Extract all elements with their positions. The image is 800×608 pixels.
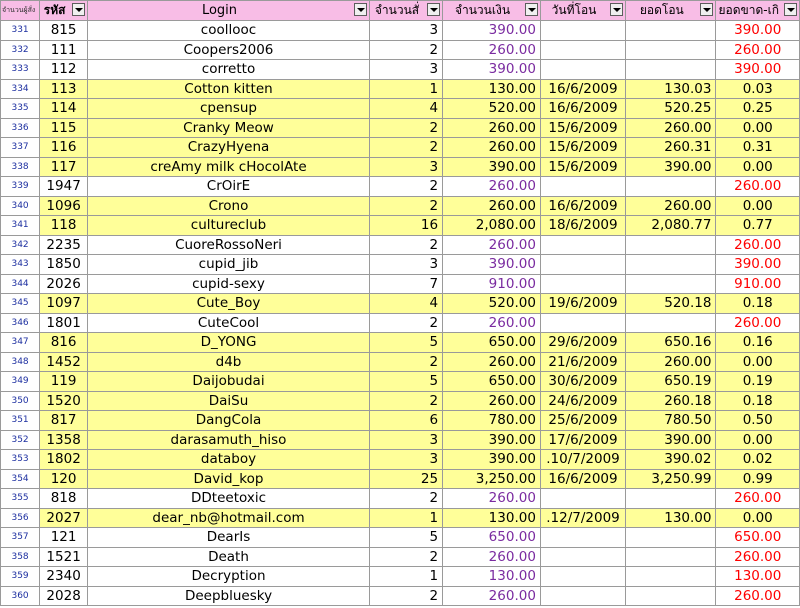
row-number-cell[interactable]: 359: [1, 567, 40, 587]
login-cell[interactable]: coollooc: [88, 21, 370, 41]
row-number-cell[interactable]: 335: [1, 99, 40, 119]
amount-cell[interactable]: 130.00: [443, 567, 541, 587]
table-row: [1, 547, 800, 567]
login-cell[interactable]: dear_nb@hotmail.com: [88, 508, 370, 528]
table-row: [1, 157, 800, 177]
amount-cell[interactable]: 520.00: [443, 294, 541, 314]
header-login[interactable]: [88, 1, 370, 21]
balance-cell[interactable]: 260.00: [716, 489, 800, 509]
balance-cell[interactable]: 260.00: [716, 586, 800, 606]
login-cell[interactable]: databoy: [88, 450, 370, 470]
header-id[interactable]: [40, 1, 88, 21]
row-number-cell[interactable]: 346: [1, 313, 40, 333]
row-number-cell[interactable]: 343: [1, 255, 40, 275]
login-cell[interactable]: cupid_jib: [88, 255, 370, 275]
paid-amount-cell[interactable]: [626, 313, 716, 333]
filter-dropdown-icon[interactable]: [784, 3, 797, 16]
amount-cell[interactable]: 260.00: [443, 196, 541, 216]
quantity-cell[interactable]: 4: [369, 99, 442, 119]
row-number-cell[interactable]: 338: [1, 157, 40, 177]
login-cell[interactable]: corretto: [88, 60, 370, 80]
id-cell[interactable]: 817: [40, 411, 88, 431]
id-cell[interactable]: 1096: [40, 196, 88, 216]
transfer-date-cell[interactable]: 15/6/2009: [540, 118, 625, 138]
quantity-cell[interactable]: 6: [369, 411, 442, 431]
row-number-cell[interactable]: 336: [1, 118, 40, 138]
id-cell[interactable]: 118: [40, 216, 88, 236]
table-row: [1, 274, 800, 294]
row-number-cell[interactable]: 332: [1, 40, 40, 60]
row-number-cell[interactable]: 337: [1, 138, 40, 158]
table-row: [1, 586, 800, 606]
header-id-label: รหัส: [43, 3, 66, 17]
transfer-date-cell[interactable]: 18/6/2009: [540, 216, 625, 236]
table-row: [1, 21, 800, 41]
table-row: [1, 391, 800, 411]
id-cell[interactable]: 1850: [40, 255, 88, 275]
balance-cell[interactable]: 130.00: [716, 567, 800, 587]
table-row: [1, 489, 800, 509]
id-cell[interactable]: 112: [40, 60, 88, 80]
transfer-date-cell[interactable]: [540, 313, 625, 333]
login-cell[interactable]: DangCola: [88, 411, 370, 431]
transfer-date-cell[interactable]: 19/6/2009: [540, 294, 625, 314]
header-order-label: จำนวนผู้สั่ง: [2, 6, 36, 14]
paid-amount-cell[interactable]: 260.00: [626, 196, 716, 216]
header-order-count: [1, 1, 40, 21]
login-cell[interactable]: CrOirE: [88, 177, 370, 197]
transfer-date-cell[interactable]: 25/6/2009: [540, 411, 625, 431]
id-cell[interactable]: 1947: [40, 177, 88, 197]
transfer-date-cell[interactable]: 24/6/2009: [540, 391, 625, 411]
table-row: [1, 411, 800, 431]
row-number-cell[interactable]: 351: [1, 411, 40, 431]
transfer-date-cell[interactable]: 16/6/2009: [540, 469, 625, 489]
amount-cell[interactable]: 650.00: [443, 528, 541, 548]
balance-cell[interactable]: 0.19: [716, 372, 800, 392]
id-cell[interactable]: 1097: [40, 294, 88, 314]
transfer-date-cell[interactable]: [540, 547, 625, 567]
transfer-date-cell[interactable]: [540, 586, 625, 606]
paid-amount-cell[interactable]: 130.03: [626, 79, 716, 99]
paid-amount-cell[interactable]: [626, 528, 716, 548]
id-cell[interactable]: 1452: [40, 352, 88, 372]
header-balance-label: ยอดขาด-เกิ: [718, 3, 779, 17]
quantity-cell[interactable]: 2: [369, 196, 442, 216]
quantity-cell[interactable]: 2: [369, 118, 442, 138]
id-cell[interactable]: 815: [40, 21, 88, 41]
login-cell[interactable]: darasamuth_hiso: [88, 430, 370, 450]
quantity-cell[interactable]: 3: [369, 255, 442, 275]
transfer-date-cell[interactable]: 30/6/2009: [540, 372, 625, 392]
header-amount-label: จำนวนเงิน: [454, 3, 511, 17]
amount-cell[interactable]: 650.00: [443, 333, 541, 353]
login-cell[interactable]: cultureclub: [88, 216, 370, 236]
balance-cell[interactable]: 0.00: [716, 157, 800, 177]
id-cell[interactable]: 1521: [40, 547, 88, 567]
balance-cell[interactable]: 0.00: [716, 196, 800, 216]
paid-amount-cell[interactable]: [626, 40, 716, 60]
login-cell[interactable]: Decryption: [88, 567, 370, 587]
amount-cell[interactable]: 910.00: [443, 274, 541, 294]
transfer-date-cell[interactable]: 21/6/2009: [540, 352, 625, 372]
quantity-cell[interactable]: 3: [369, 157, 442, 177]
balance-cell[interactable]: 0.50: [716, 411, 800, 431]
id-cell[interactable]: 121: [40, 528, 88, 548]
id-cell[interactable]: 111: [40, 40, 88, 60]
login-cell[interactable]: Cute_Boy: [88, 294, 370, 314]
table-row: [1, 99, 800, 119]
paid-amount-cell[interactable]: 260.31: [626, 138, 716, 158]
quantity-cell[interactable]: 3: [369, 60, 442, 80]
login-cell[interactable]: Cranky Meow: [88, 118, 370, 138]
row-number-cell[interactable]: 340: [1, 196, 40, 216]
quantity-cell[interactable]: 2: [369, 235, 442, 255]
paid-amount-cell[interactable]: 650.19: [626, 372, 716, 392]
transfer-date-cell[interactable]: 16/6/2009: [540, 196, 625, 216]
paid-amount-cell[interactable]: 260.00: [626, 352, 716, 372]
transfer-date-cell[interactable]: [540, 274, 625, 294]
amount-cell[interactable]: 260.00: [443, 138, 541, 158]
id-cell[interactable]: 1801: [40, 313, 88, 333]
login-cell[interactable]: creAmy milk cHocolAte: [88, 157, 370, 177]
table-row: [1, 138, 800, 158]
amount-cell[interactable]: 260.00: [443, 235, 541, 255]
login-cell[interactable]: cupid-sexy: [88, 274, 370, 294]
quantity-cell[interactable]: 2: [369, 586, 442, 606]
paid-amount-cell[interactable]: 780.50: [626, 411, 716, 431]
row-number-cell[interactable]: 347: [1, 333, 40, 353]
quantity-cell[interactable]: 4: [369, 294, 442, 314]
amount-cell[interactable]: 260.00: [443, 352, 541, 372]
login-cell[interactable]: Crono: [88, 196, 370, 216]
amount-cell[interactable]: 260.00: [443, 177, 541, 197]
login-cell[interactable]: Deepbluesky: [88, 586, 370, 606]
balance-cell[interactable]: 0.03: [716, 79, 800, 99]
header-login-label: Login: [201, 3, 238, 18]
paid-amount-cell[interactable]: 260.00: [626, 118, 716, 138]
paid-amount-cell[interactable]: 2,080.77: [626, 216, 716, 236]
balance-cell[interactable]: 0.18: [716, 294, 800, 314]
balance-cell[interactable]: 0.77: [716, 216, 800, 236]
id-cell[interactable]: 2235: [40, 235, 88, 255]
row-number-cell[interactable]: 349: [1, 372, 40, 392]
amount-cell[interactable]: 390.00: [443, 450, 541, 470]
login-cell[interactable]: DaiSu: [88, 391, 370, 411]
amount-cell[interactable]: 390.00: [443, 430, 541, 450]
amount-cell[interactable]: 3,250.00: [443, 469, 541, 489]
quantity-cell[interactable]: 25: [369, 469, 442, 489]
row-number-cell[interactable]: 354: [1, 469, 40, 489]
balance-cell[interactable]: 0.31: [716, 138, 800, 158]
amount-cell[interactable]: 260.00: [443, 391, 541, 411]
quantity-cell[interactable]: 3: [369, 21, 442, 41]
paid-amount-cell[interactable]: [626, 21, 716, 41]
quantity-cell[interactable]: 1: [369, 567, 442, 587]
filter-dropdown-icon[interactable]: [72, 3, 85, 16]
balance-cell[interactable]: 0.99: [716, 469, 800, 489]
filter-dropdown-icon[interactable]: [610, 3, 623, 16]
login-cell[interactable]: CuteCool: [88, 313, 370, 333]
login-cell[interactable]: DearIs: [88, 528, 370, 548]
amount-cell[interactable]: 390.00: [443, 157, 541, 177]
header-date-label: วันที่โอน: [551, 3, 597, 17]
paid-amount-cell[interactable]: 130.00: [626, 508, 716, 528]
balance-cell[interactable]: 0.00: [716, 430, 800, 450]
row-number-cell[interactable]: 356: [1, 508, 40, 528]
id-cell[interactable]: 1802: [40, 450, 88, 470]
login-cell[interactable]: Cotton kitten: [88, 79, 370, 99]
paid-amount-cell[interactable]: [626, 547, 716, 567]
amount-cell[interactable]: 390.00: [443, 60, 541, 80]
row-number-cell[interactable]: 331: [1, 21, 40, 41]
table-row: [1, 313, 800, 333]
paid-amount-cell[interactable]: 520.25: [626, 99, 716, 119]
balance-cell[interactable]: 260.00: [716, 177, 800, 197]
row-number-cell[interactable]: 341: [1, 216, 40, 236]
paid-amount-cell[interactable]: [626, 489, 716, 509]
balance-cell[interactable]: 260.00: [716, 40, 800, 60]
login-cell[interactable]: DDteetoxic: [88, 489, 370, 509]
row-number-cell[interactable]: 350: [1, 391, 40, 411]
balance-cell[interactable]: 0.18: [716, 391, 800, 411]
id-cell[interactable]: 120: [40, 469, 88, 489]
row-number-cell[interactable]: 353: [1, 450, 40, 470]
table-row: [1, 333, 800, 353]
amount-cell[interactable]: 130.00: [443, 508, 541, 528]
quantity-cell[interactable]: 3: [369, 430, 442, 450]
balance-cell[interactable]: 0.16: [716, 333, 800, 353]
transfer-date-cell[interactable]: [540, 235, 625, 255]
row-number-cell[interactable]: 358: [1, 547, 40, 567]
paid-amount-cell[interactable]: 390.00: [626, 430, 716, 450]
table-row: [1, 40, 800, 60]
transfer-date-cell[interactable]: [540, 60, 625, 80]
paid-amount-cell[interactable]: 520.18: [626, 294, 716, 314]
quantity-cell[interactable]: 5: [369, 333, 442, 353]
id-cell[interactable]: 2028: [40, 586, 88, 606]
row-number-cell[interactable]: 342: [1, 235, 40, 255]
row-number-cell[interactable]: 345: [1, 294, 40, 314]
quantity-cell[interactable]: 1: [369, 508, 442, 528]
quantity-cell[interactable]: 2: [369, 391, 442, 411]
quantity-cell[interactable]: 2: [369, 352, 442, 372]
balance-cell[interactable]: 910.00: [716, 274, 800, 294]
id-cell[interactable]: 1520: [40, 391, 88, 411]
table-row: [1, 60, 800, 80]
transfer-date-cell[interactable]: 29/6/2009: [540, 333, 625, 353]
quantity-cell[interactable]: 2: [369, 547, 442, 567]
login-cell[interactable]: Coopers2006: [88, 40, 370, 60]
quantity-cell[interactable]: 1: [369, 79, 442, 99]
balance-cell[interactable]: 390.00: [716, 21, 800, 41]
amount-cell[interactable]: 2,080.00: [443, 216, 541, 236]
amount-cell[interactable]: 520.00: [443, 99, 541, 119]
transfer-date-cell[interactable]: 16/6/2009: [540, 79, 625, 99]
transfer-date-cell[interactable]: [540, 21, 625, 41]
filter-dropdown-icon[interactable]: [700, 3, 713, 16]
paid-amount-cell[interactable]: [626, 586, 716, 606]
row-number-cell[interactable]: 360: [1, 586, 40, 606]
transfer-date-cell[interactable]: .12/7/2009: [540, 508, 625, 528]
quantity-cell[interactable]: 2: [369, 313, 442, 333]
amount-cell[interactable]: 780.00: [443, 411, 541, 431]
filter-dropdown-icon[interactable]: [427, 3, 440, 16]
amount-cell[interactable]: 650.00: [443, 372, 541, 392]
filter-dropdown-icon[interactable]: [354, 3, 367, 16]
header-quantity[interactable]: [369, 1, 442, 21]
id-cell[interactable]: 816: [40, 333, 88, 353]
quantity-cell[interactable]: 2: [369, 40, 442, 60]
header-balance[interactable]: [716, 1, 800, 21]
table-row: [1, 79, 800, 99]
balance-cell[interactable]: 260.00: [716, 547, 800, 567]
header-paid[interactable]: [626, 1, 716, 21]
table-row: [1, 430, 800, 450]
amount-cell[interactable]: 260.00: [443, 40, 541, 60]
quantity-cell[interactable]: 2: [369, 138, 442, 158]
transfer-date-cell[interactable]: 15/6/2009: [540, 157, 625, 177]
amount-cell[interactable]: 260.00: [443, 489, 541, 509]
paid-amount-cell[interactable]: 390.00: [626, 157, 716, 177]
id-cell[interactable]: 119: [40, 372, 88, 392]
paid-amount-cell[interactable]: 390.02: [626, 450, 716, 470]
id-cell[interactable]: 818: [40, 489, 88, 509]
table-row: [1, 294, 800, 314]
paid-amount-cell[interactable]: [626, 567, 716, 587]
id-cell[interactable]: 117: [40, 157, 88, 177]
transfer-date-cell[interactable]: [540, 567, 625, 587]
transfer-date-cell[interactable]: [540, 40, 625, 60]
row-number-cell[interactable]: 344: [1, 274, 40, 294]
transfer-date-cell[interactable]: 16/6/2009: [540, 99, 625, 119]
transfer-date-cell[interactable]: [540, 255, 625, 275]
amount-cell[interactable]: 130.00: [443, 79, 541, 99]
login-cell[interactable]: David_kop: [88, 469, 370, 489]
header-transfer-date[interactable]: [540, 1, 625, 21]
amount-cell[interactable]: 260.00: [443, 313, 541, 333]
row-number-cell[interactable]: 334: [1, 79, 40, 99]
quantity-cell[interactable]: 16: [369, 216, 442, 236]
table-row: [1, 216, 800, 236]
amount-cell[interactable]: 390.00: [443, 255, 541, 275]
id-cell[interactable]: 2340: [40, 567, 88, 587]
row-number-cell[interactable]: 355: [1, 489, 40, 509]
table-row: [1, 567, 800, 587]
paid-amount-cell[interactable]: [626, 255, 716, 275]
id-cell[interactable]: 115: [40, 118, 88, 138]
filter-dropdown-icon[interactable]: [525, 3, 538, 16]
id-cell[interactable]: 113: [40, 79, 88, 99]
amount-cell[interactable]: 260.00: [443, 118, 541, 138]
table-row: [1, 528, 800, 548]
login-cell[interactable]: CrazyHyena: [88, 138, 370, 158]
amount-cell[interactable]: 260.00: [443, 586, 541, 606]
paid-amount-cell[interactable]: 3,250.99: [626, 469, 716, 489]
row-number-cell[interactable]: 357: [1, 528, 40, 548]
balance-cell[interactable]: 390.00: [716, 60, 800, 80]
table-row: [1, 450, 800, 470]
transfer-date-cell[interactable]: 15/6/2009: [540, 138, 625, 158]
header-amount[interactable]: [443, 1, 541, 21]
table-row: [1, 196, 800, 216]
balance-cell[interactable]: 0.02: [716, 450, 800, 470]
login-cell[interactable]: Death: [88, 547, 370, 567]
table-row: [1, 508, 800, 528]
transfer-date-cell[interactable]: [540, 489, 625, 509]
id-cell[interactable]: 116: [40, 138, 88, 158]
table-row: [1, 352, 800, 372]
paid-amount-cell[interactable]: [626, 177, 716, 197]
login-cell[interactable]: CuoreRossoNeri: [88, 235, 370, 255]
header-paid-label: ยอดโอน: [639, 3, 684, 17]
id-cell[interactable]: 1358: [40, 430, 88, 450]
header-quantity-label: จำนวนสั่: [374, 3, 420, 17]
table-row: [1, 372, 800, 392]
quantity-cell[interactable]: 2: [369, 177, 442, 197]
paid-amount-cell[interactable]: 260.18: [626, 391, 716, 411]
quantity-cell[interactable]: 5: [369, 372, 442, 392]
login-cell[interactable]: Daijobudai: [88, 372, 370, 392]
balance-cell[interactable]: 0.00: [716, 352, 800, 372]
login-cell[interactable]: D_YONG: [88, 333, 370, 353]
row-number-cell[interactable]: 352: [1, 430, 40, 450]
id-cell[interactable]: 114: [40, 99, 88, 119]
transfer-date-cell[interactable]: 17/6/2009: [540, 430, 625, 450]
id-cell[interactable]: 2026: [40, 274, 88, 294]
quantity-cell[interactable]: 3: [369, 450, 442, 470]
login-cell[interactable]: d4b: [88, 352, 370, 372]
paid-amount-cell[interactable]: [626, 274, 716, 294]
paid-amount-cell[interactable]: 650.16: [626, 333, 716, 353]
paid-amount-cell[interactable]: [626, 60, 716, 80]
amount-cell[interactable]: 260.00: [443, 547, 541, 567]
amount-cell[interactable]: 390.00: [443, 21, 541, 41]
row-number-cell[interactable]: 339: [1, 177, 40, 197]
table-row: [1, 118, 800, 138]
balance-cell[interactable]: 0.00: [716, 508, 800, 528]
balance-cell[interactable]: 0.00: [716, 118, 800, 138]
id-cell[interactable]: 2027: [40, 508, 88, 528]
transfer-date-cell[interactable]: [540, 177, 625, 197]
quantity-cell[interactable]: 5: [369, 528, 442, 548]
transfer-date-cell[interactable]: [540, 528, 625, 548]
row-number-cell[interactable]: 333: [1, 60, 40, 80]
quantity-cell[interactable]: 2: [369, 489, 442, 509]
paid-amount-cell[interactable]: [626, 235, 716, 255]
table-row: [1, 469, 800, 489]
quantity-cell[interactable]: 7: [369, 274, 442, 294]
header-row: [1, 1, 800, 21]
balance-cell[interactable]: 650.00: [716, 528, 800, 548]
table-row: [1, 255, 800, 275]
balance-cell[interactable]: 260.00: [716, 235, 800, 255]
table-row: [1, 235, 800, 255]
transfer-date-cell[interactable]: .10/7/2009: [540, 450, 625, 470]
row-number-cell[interactable]: 348: [1, 352, 40, 372]
balance-cell[interactable]: 0.25: [716, 99, 800, 119]
balance-cell[interactable]: 260.00: [716, 313, 800, 333]
balance-cell[interactable]: 390.00: [716, 255, 800, 275]
login-cell[interactable]: cpensup: [88, 99, 370, 119]
table-row: [1, 177, 800, 197]
